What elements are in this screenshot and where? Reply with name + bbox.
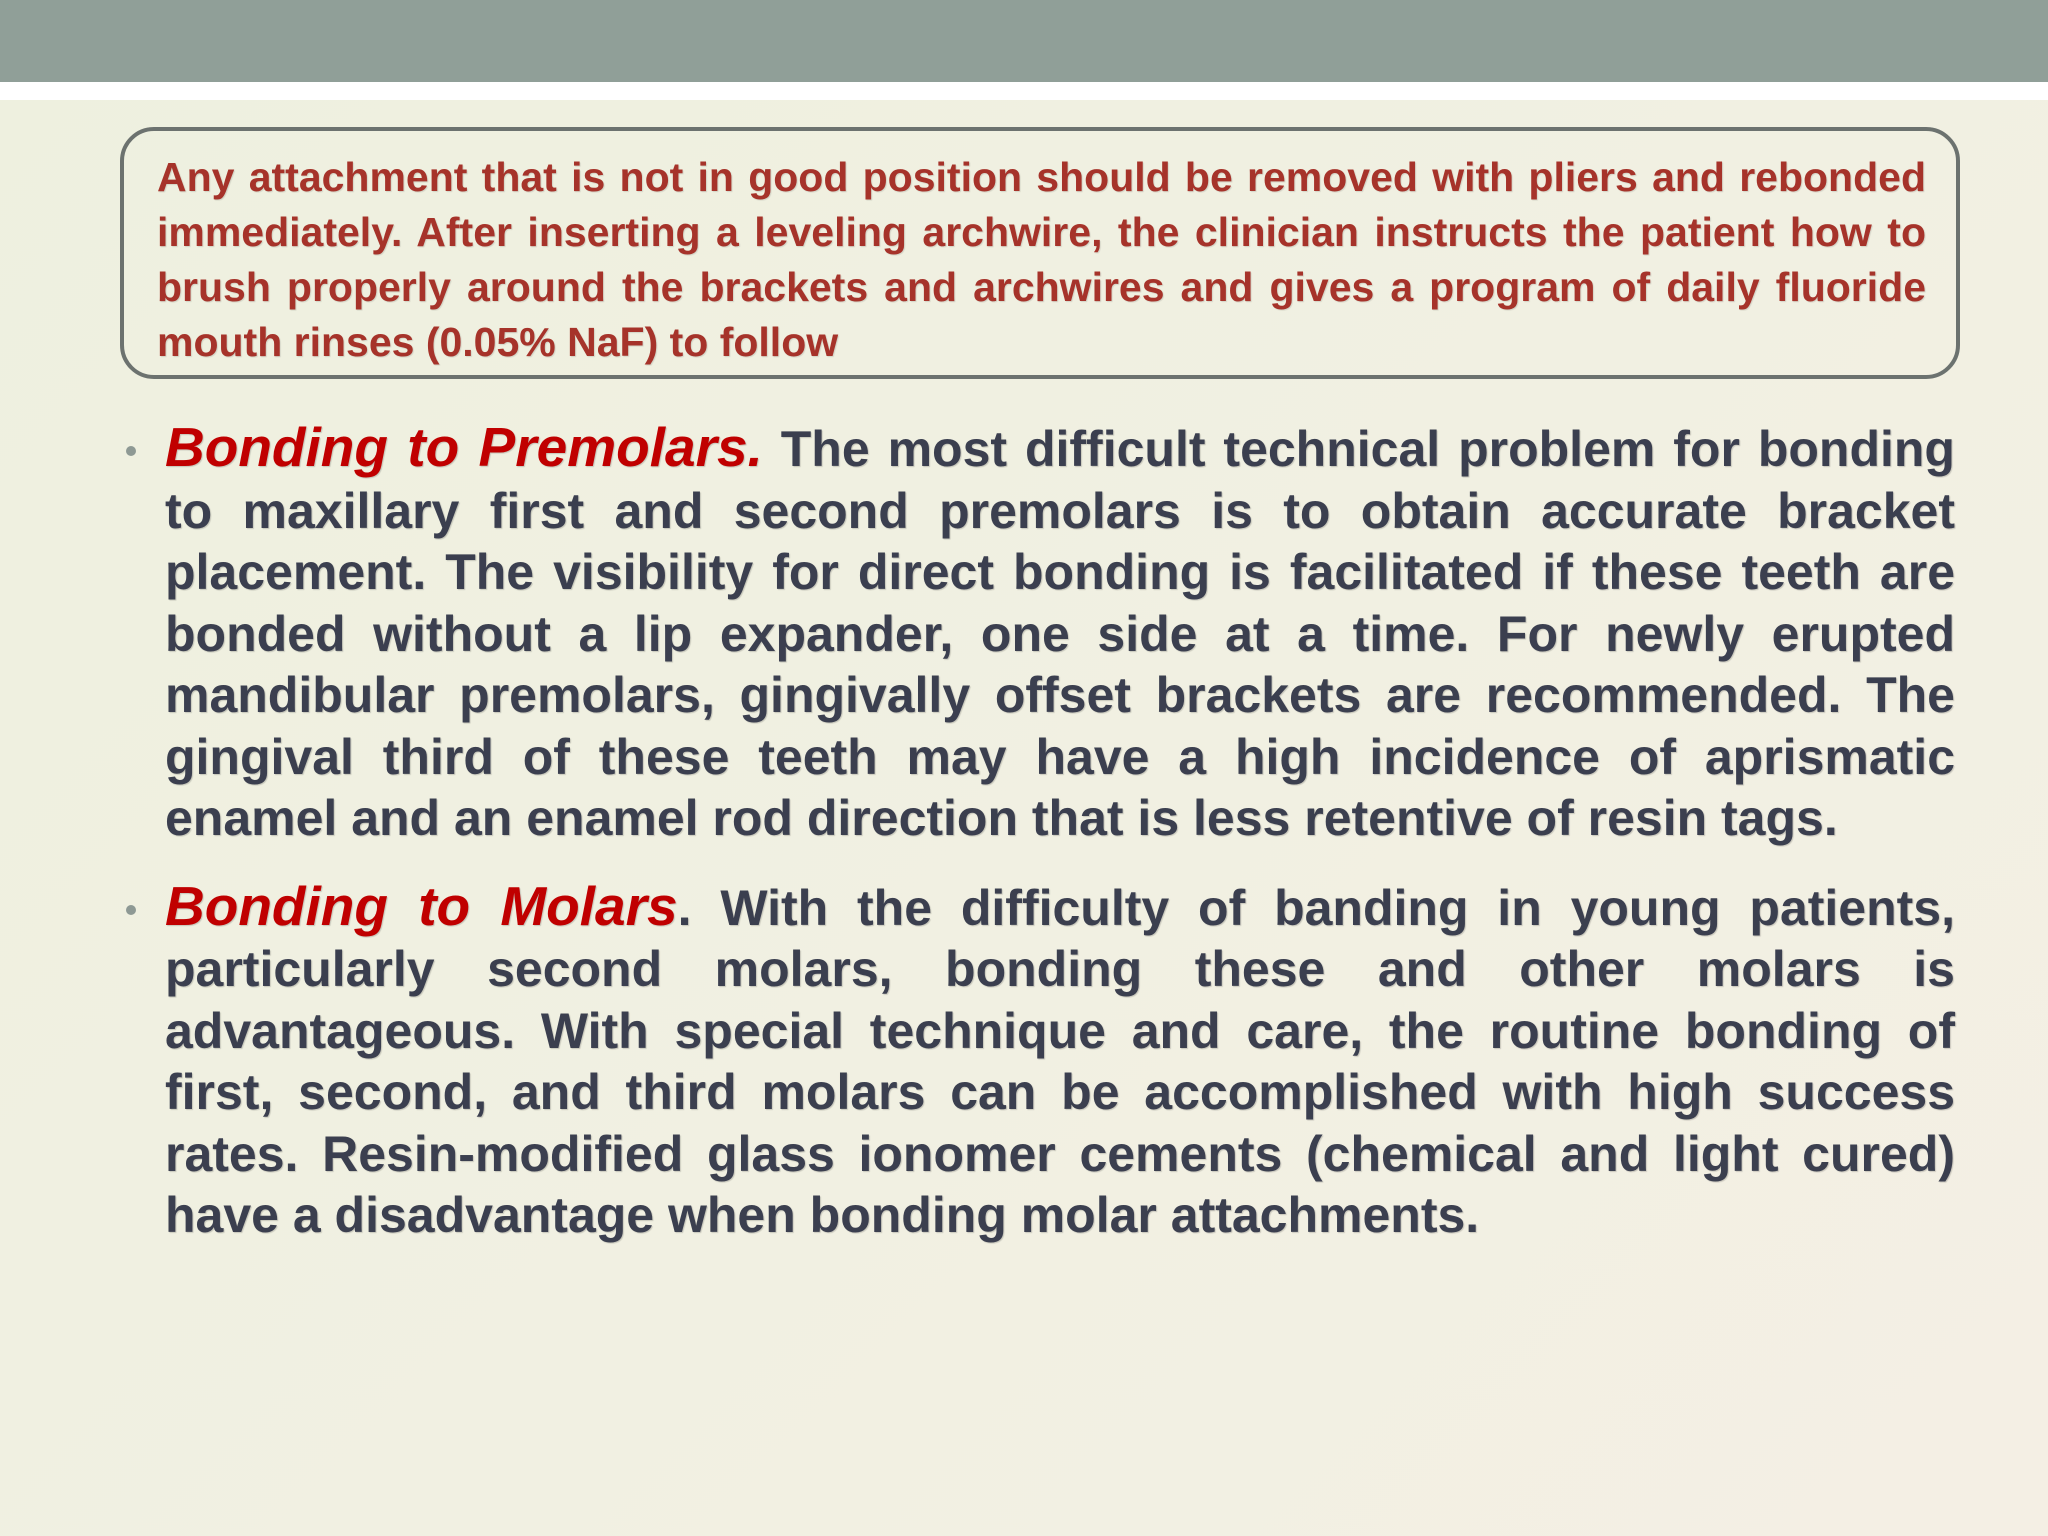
callout-text: Any attachment that is not in good position should be removed with pliers and rebonded immediately. After inserting a leveling archwire, the clinician instructs the patient how to brush properly around the brackets and archwires and gives a program of daily fluoride mouth rinses (0.05% NaF) to follow	[157, 154, 1926, 365]
callout-box	[120, 127, 1960, 379]
bullet-dot-icon	[126, 905, 136, 915]
bullet-heading: Bonding to Premolars.	[165, 416, 763, 478]
bullet-heading: Bonding to Molars	[165, 874, 678, 937]
bullet-paragraph	[165, 876, 1955, 1247]
slide-header-bar	[0, 0, 2048, 82]
bullet-item-molars	[120, 876, 1955, 1247]
bullet-list	[120, 417, 1955, 1273]
header-divider	[0, 82, 2048, 100]
bullet-body: . With the difficulty of banding in young patients, particularly second molars, bonding these and other molars is advantageous. With special technique and care, the routine bonding of first, second, and third molars can be accomplished with high success rates. Resin-modified glass ionomer cements (chemical and light cured) have a disadvantage when bonding molar attachments.	[165, 879, 1955, 1243]
bullet-paragraph	[165, 417, 1955, 850]
bullet-body: The most difficult technical problem for bonding to maxillary first and second premolars is to obtain accurate bracket placement. The visibility for direct bonding is facilitated if these teeth are bonded without a lip expander, one side at a time. For newly erupted mandibular premolars, gingivally offset brackets are recommended. The gingival third of these teeth may have a high incidence of aprismatic enamel and an enamel rod direction that is less retentive of resin tags.	[165, 421, 1955, 846]
bullet-dot-icon	[126, 446, 136, 456]
bullet-item-premolars	[120, 417, 1955, 850]
